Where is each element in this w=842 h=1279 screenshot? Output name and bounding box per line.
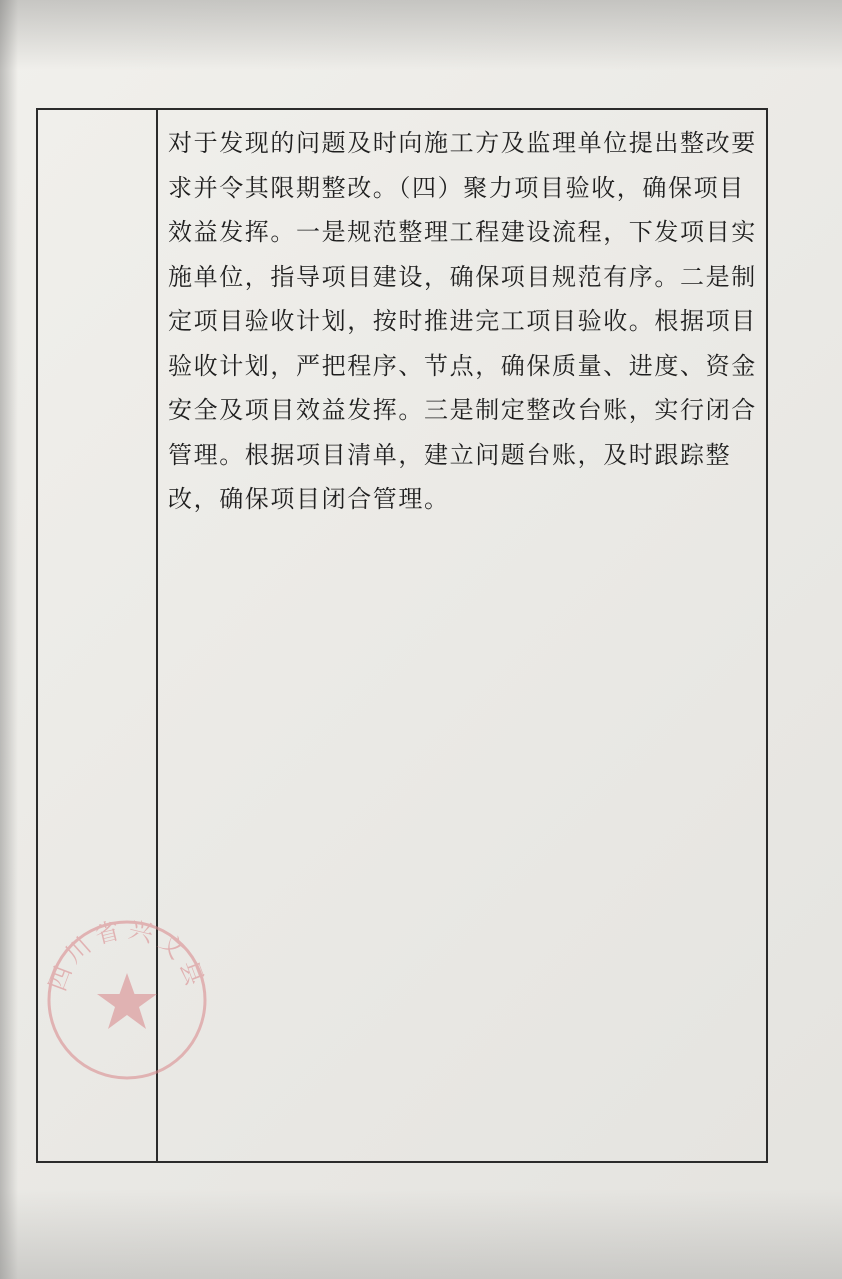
bottom-shadow bbox=[0, 1189, 842, 1279]
top-shadow bbox=[0, 0, 842, 70]
seal-text: 四川省兴文县 bbox=[43, 915, 211, 995]
star-icon bbox=[97, 973, 157, 1029]
body-text: 对于发现的问题及时向施工方及监理单位提出整改要求并令其限期整改。（四）聚力项目验收，确保项目效益发挥。一是规范整理工程建设流程，下发项目实施单位，指导项目建设，确保项目规范有序。二是制定项目验收计划，按时推进完工项目验收。根据项目验收计划，严把程序、节点，确保质量、进度、资金安全及项目效益发挥。三是制定整改台账，实行闭合管理。根据项目清单，建立问题台账，及时跟踪整改，确保项目闭合管理。 bbox=[168, 129, 757, 513]
page-edge bbox=[0, 0, 18, 1279]
official-seal bbox=[42, 915, 212, 1085]
